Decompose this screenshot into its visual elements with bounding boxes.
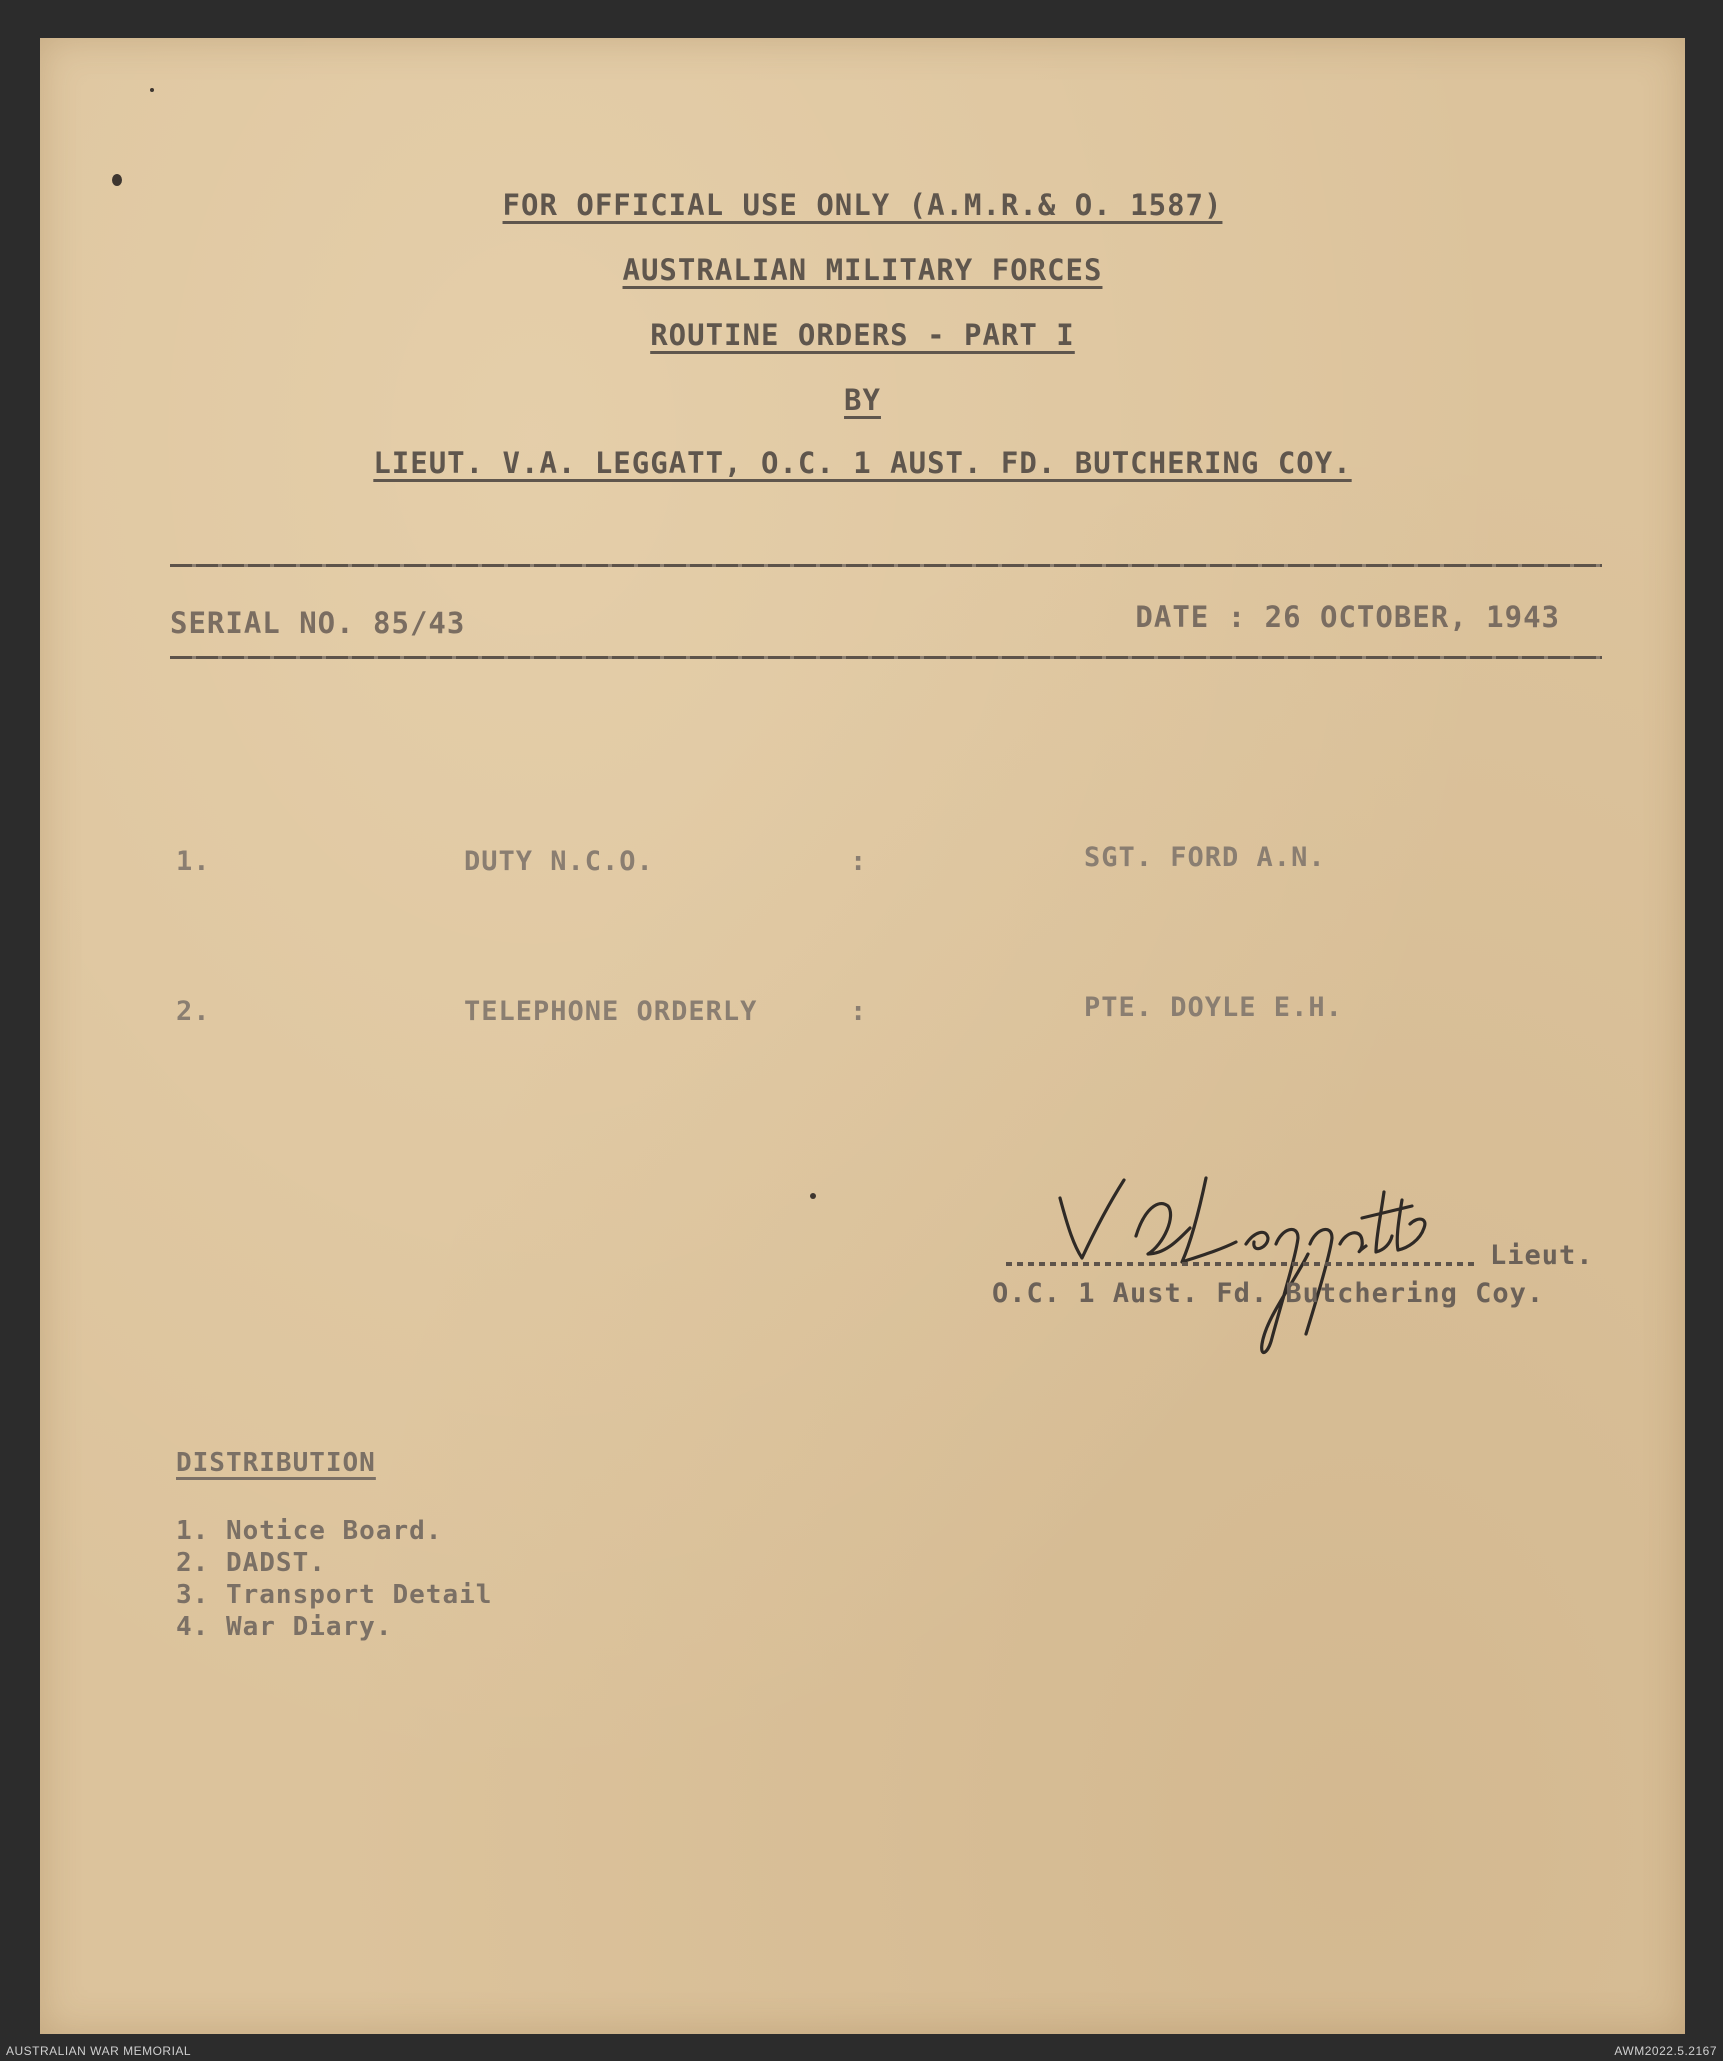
- document-page: [40, 38, 1685, 2034]
- signatory-position: O.C. 1 Aust. Fd. Butchering Coy.: [992, 1278, 1545, 1309]
- by-line: BY: [844, 383, 881, 417]
- classification-heading: FOR OFFICIAL USE ONLY (A.M.R.& O. 1587): [502, 188, 1223, 222]
- issuing-officer-heading: LIEUT. V.A. LEGGATT, O.C. 1 AUST. FD. BUTCHERING COY.: [373, 446, 1352, 480]
- order-title: TELEPHONE ORDERLY: [464, 996, 758, 1027]
- list-item: 2. DADST.: [176, 1548, 326, 1578]
- order-number: 2.: [176, 996, 211, 1027]
- order-assignee: SGT. FORD A.N.: [1084, 842, 1326, 873]
- order-separator: :: [850, 996, 868, 1027]
- list-item: 4. War Diary.: [176, 1612, 393, 1642]
- paper-blemish: [810, 1193, 816, 1199]
- order-separator: :: [850, 846, 868, 877]
- order-date: DATE : 26 OCTOBER, 1943: [1135, 600, 1560, 634]
- distribution-heading: DISTRIBUTION: [176, 1448, 376, 1478]
- paper-blemish: [112, 174, 122, 186]
- organisation-heading: AUSTRALIAN MILITARY FORCES: [622, 253, 1103, 287]
- signatory-rank: Lieut.: [1490, 1240, 1594, 1271]
- signature-dotted-line: [1006, 1262, 1476, 1266]
- order-assignee: PTE. DOYLE E.H.: [1084, 992, 1343, 1023]
- bottom-rule: [170, 656, 1602, 659]
- document-type-heading: ROUTINE ORDERS - PART I: [650, 318, 1075, 352]
- order-number: 1.: [176, 846, 211, 877]
- serial-number: SERIAL NO. 85/43: [170, 606, 466, 640]
- archive-accession-number: AWM2022.5.2167: [1614, 2044, 1717, 2058]
- paper-blemish: [150, 88, 154, 92]
- archive-credit: AUSTRALIAN WAR MEMORIAL: [6, 2044, 192, 2058]
- order-title: DUTY N.C.O.: [464, 846, 654, 877]
- list-item: 3. Transport Detail: [176, 1580, 493, 1610]
- list-item: 1. Notice Board.: [176, 1516, 443, 1546]
- top-rule: [170, 564, 1602, 567]
